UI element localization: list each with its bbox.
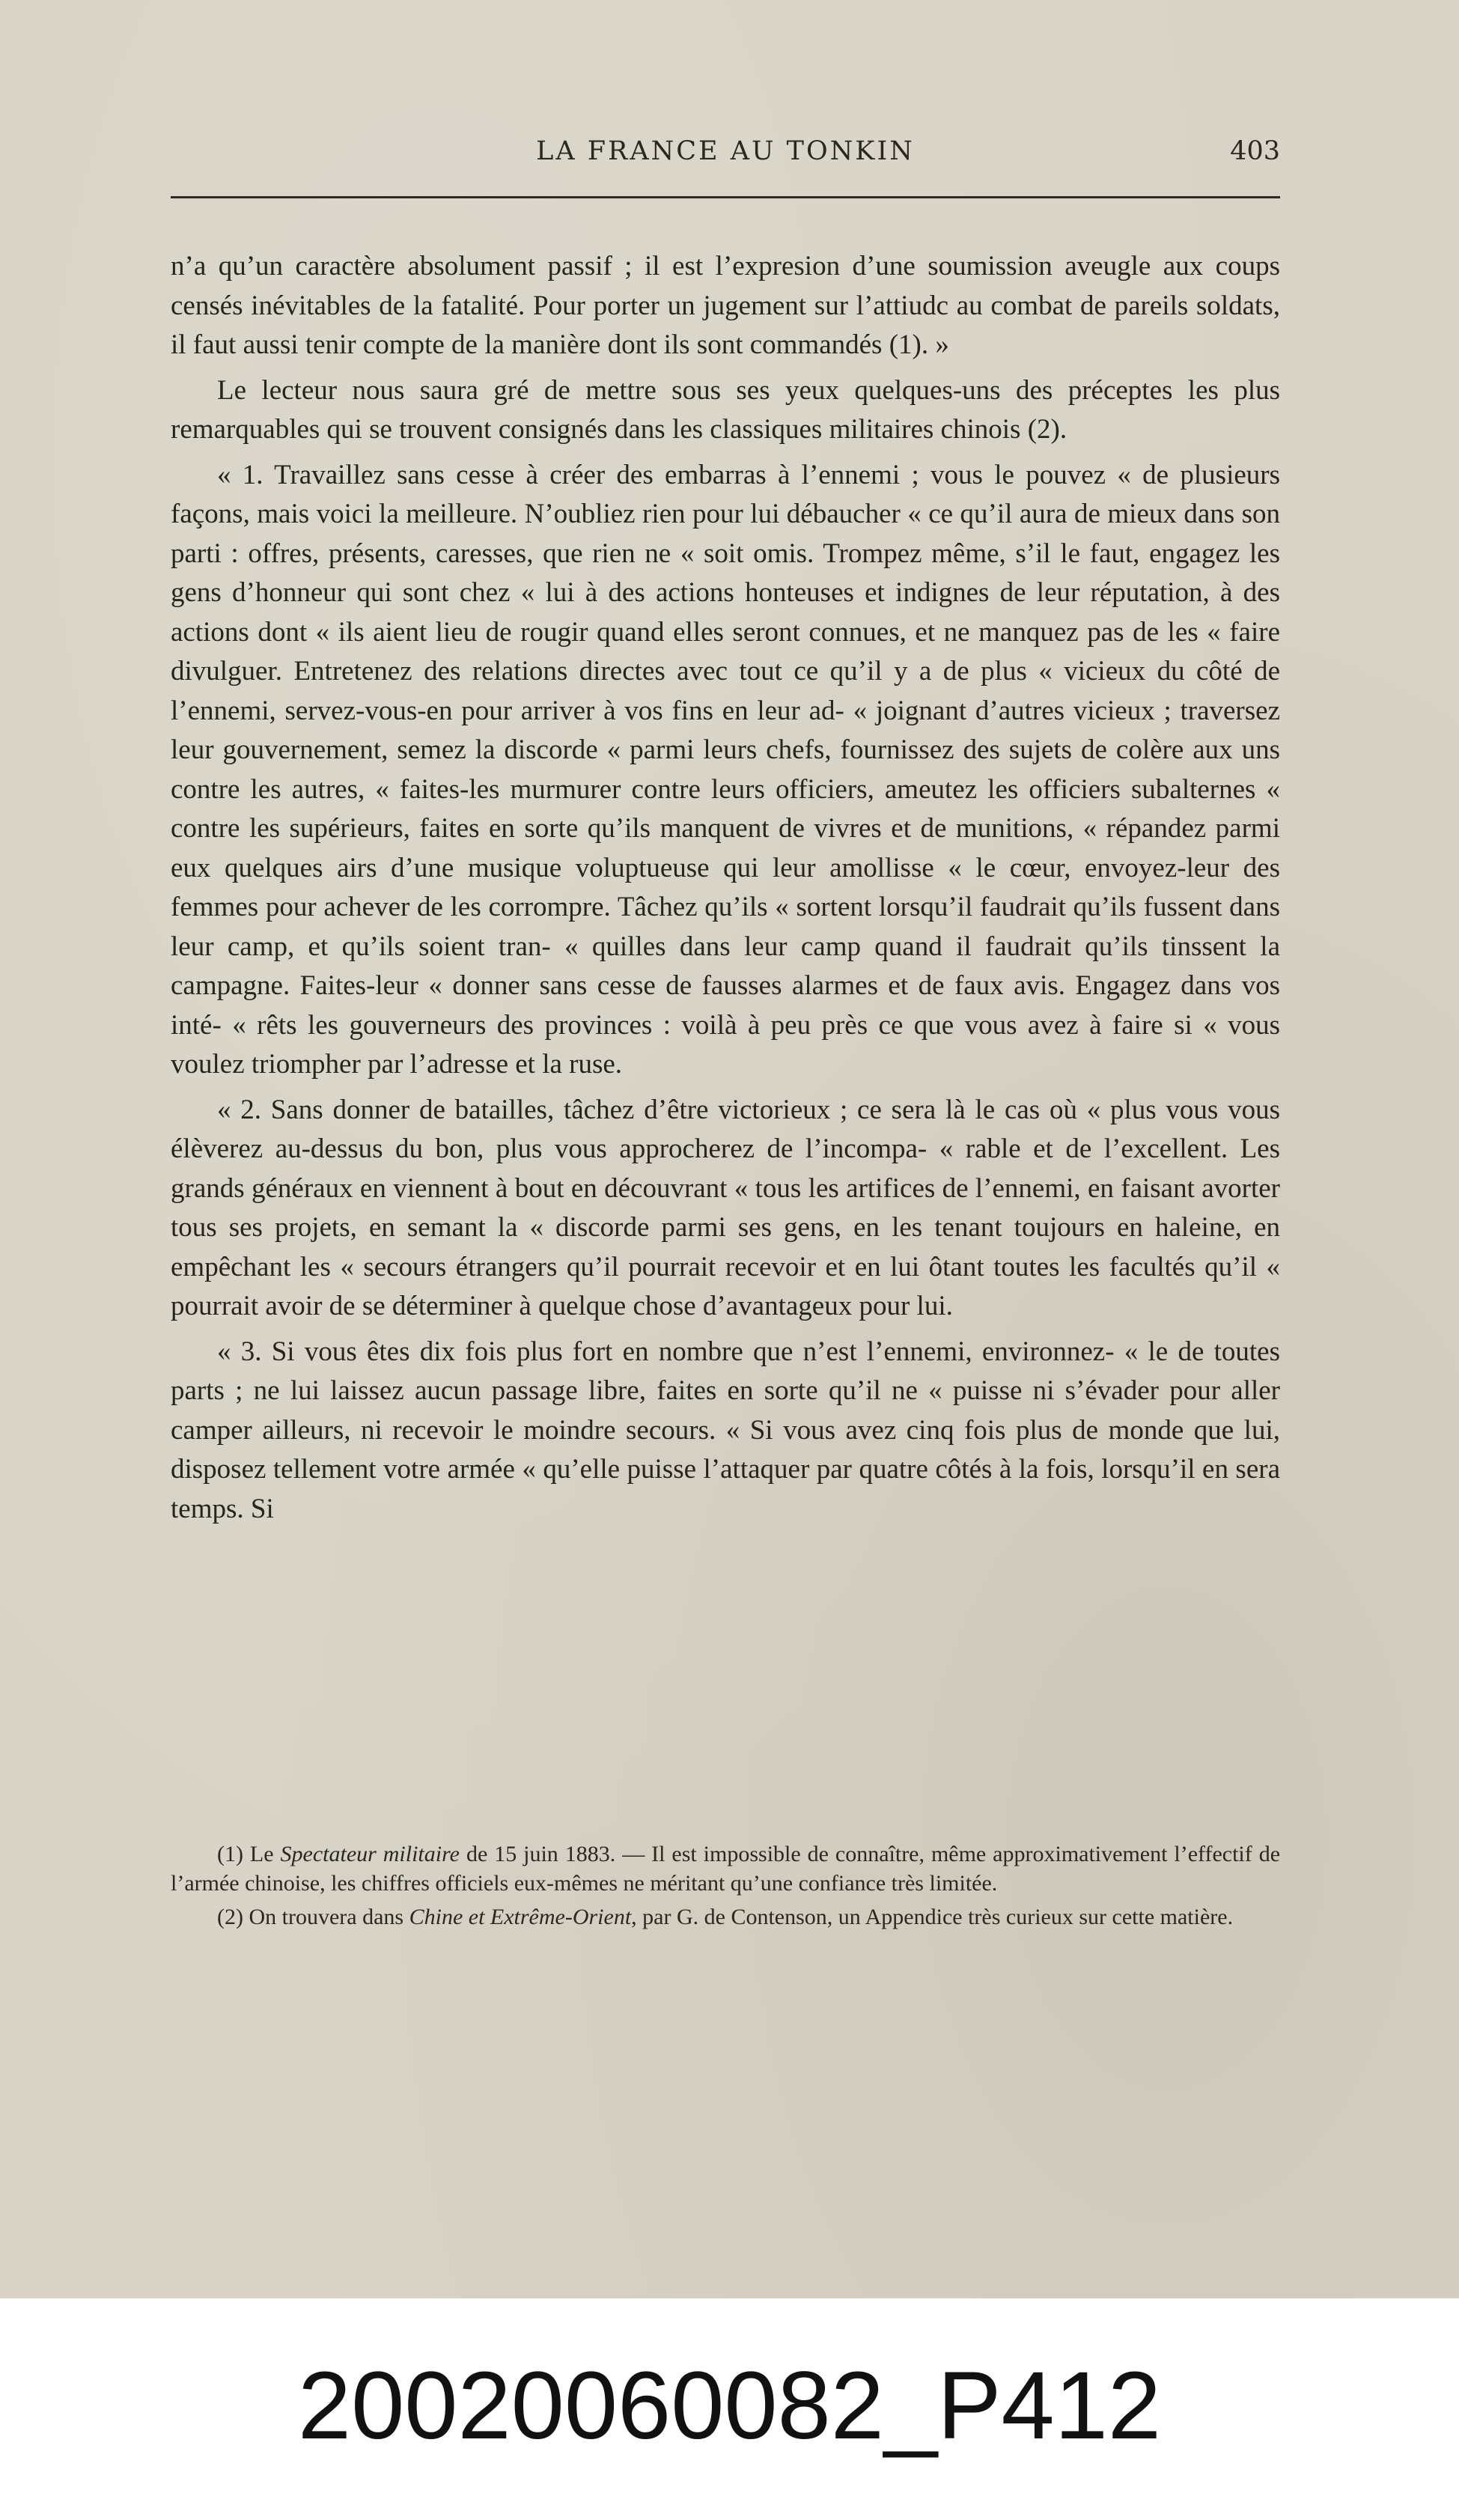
running-title: LA FRANCE AU TONKIN	[536, 136, 915, 166]
footnotes	[171, 1839, 1280, 1936]
page-number: 403	[1230, 136, 1280, 166]
footnote-1	[171, 1839, 1280, 1898]
body-text	[171, 247, 1280, 1535]
footnote-1-text: de 15 juin 1883. — Il est impossible de connaître, même approximativement l’effectif de l’armée chinoise, les chiffres officiels eux-mêmes ne méritant qu’une confiance très limitée.	[171, 1842, 1281, 1896]
precept-2: « 2. Sans donner de batailles, tâchez d’être victorieux ; ce sera là le cas où « plus vous vous élèverez au-dessus du bon, plus vous approcherez de l’incompa- « rable et de l’excellent. Les grands généraux en viennent à bout en découvrant « tous les artifices de l’ennemi, en faisant avorter tous ses projets, en semant la « discorde parmi ses gens, en les tenant toujours en haleine, en empêchant les « secours étrangers qu’il pourrait recevoir et en lui ôtant toutes les facultés qu’il « pourrait avoir de se déterminer à quelque chose d’avantageux pour lui.	[171, 1094, 1280, 1321]
footnote-1-title: Spectateur militaire	[280, 1842, 460, 1866]
image-caption: 20020060082_P412	[297, 2352, 1162, 2459]
footnote-2	[171, 1902, 1280, 1932]
header-rule	[171, 196, 1280, 198]
footnote-1-marker: (1) Le	[217, 1842, 274, 1866]
running-head	[171, 133, 1280, 171]
precept-3: « 3. Si vous êtes dix fois plus fort en nombre que n’est l’ennemi, environnez- « le de toutes parts ; ne lui laissez aucun passage libre, faites en sorte qu’il ne « puisse ni s’évader pour aller camper ailleurs, ni recevoir le moindre secours. « Si vous avez cinq fois plus de monde que lui, disposez tellement votre armée « qu’elle puisse l’attaquer par quatre côtés à la fois, lorsqu’il en sera temps. Si	[171, 1336, 1280, 1524]
precept-1: « 1. Travaillez sans cesse à créer des embarras à l’ennemi ; vous le pouvez « de plusieurs façons, mais voici la meilleure. N’oubliez rien pour lui débaucher « ce qu’il aura de mieux dans son parti : offres, présents, caresses, que rien ne « soit omis. Trompez même, s’il le faut, engagez les gens d’honneur qui sont chez « lui à des actions honteuses et indignes de leur réputation, à des actions dont « ils aient lieu de rougir quand elles seront connues, et ne manquez pas de les « faire divulguer. Entretenez des relations directes avec tout ce qu’il y a de plus « vicieux du côté de l’ennemi, servez-vous-en pour arriver à vos fins en leur ad- « joignant d’autres vicieux ; traversez leur gouvernement, semez la discorde « parmi leurs chefs, fournissez des sujets de colère aux uns contre les autres, « faites-les murmurer contre leurs officiers, ameutez les officiers subalternes « contre les supérieurs, faites en sorte qu’ils manquent de vivres et de munitions, « répandez parmi eux quelques airs d’une musique voluptueuse qui leur amollisse « le cœur, envoyez-leur des femmes pour achever de les corrompre. Tâchez qu’ils « sortent lorsqu’il faudrait qu’ils fussent dans leur camp, et qu’ils soient tran- « quilles dans leur camp quand il faudrait qu’ils tinssent la campagne. Faites-leur « donner sans cesse de fausses alarmes et de faux avis. Engagez dans vos inté- « rêts les gouverneurs des provinces : voilà à peu près ce que vous avez à faire si « vous voulez triompher par l’adresse et la ruse.	[171, 459, 1280, 1080]
footnote-2-marker: (2) On trouvera dans	[217, 1905, 404, 1929]
footnote-2-text: , par G. de Contenson, un Appendice très curieux sur cette matière.	[631, 1905, 1234, 1929]
paragraph-2: Le lecteur nous saura gré de mettre sous ses yeux quelques-uns des préceptes les plus remarquables qui se trouvent consignés dans les classiques militaires chinois (2).	[171, 374, 1280, 445]
footnote-2-title: Chine et Extrême-Orient	[409, 1905, 632, 1929]
paragraph-1: n’a qu’un caractère absolument passif ; il est l’expresion d’une soumission aveugle aux coups censés inévitables de la fatalité. Pour porter un jugement sur l’attiudc au combat de pareils soldats, il faut aussi tenir compte de la manière dont ils sont commandés (1). »	[171, 251, 1280, 360]
